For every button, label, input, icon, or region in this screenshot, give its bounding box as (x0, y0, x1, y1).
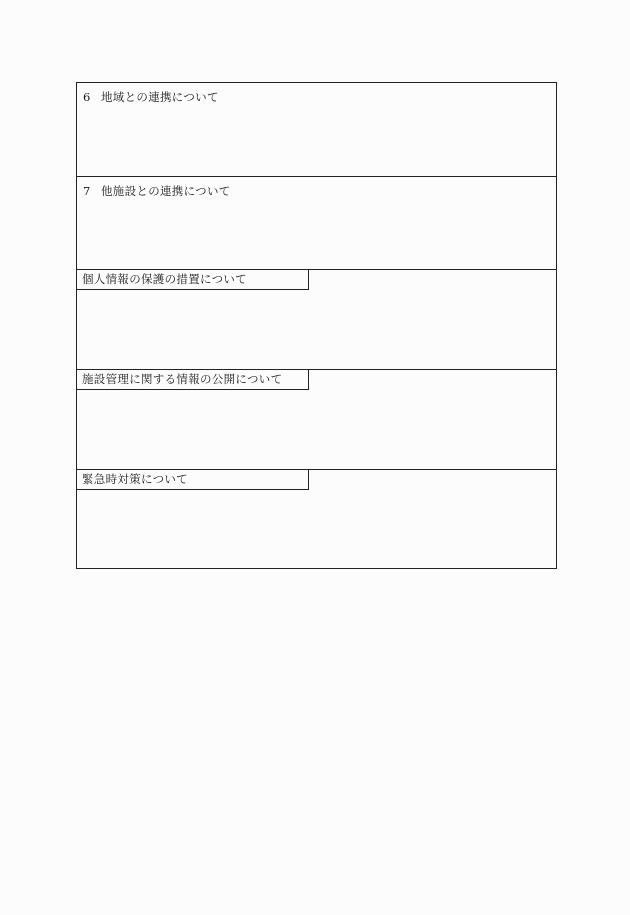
section-title: 施設管理に関する情報の公開について (77, 370, 309, 390)
section-title: 緊急時対策について (77, 470, 309, 490)
section-information-disclosure (77, 369, 556, 469)
section-heading (83, 89, 219, 105)
answer-area-facility[interactable] (77, 201, 556, 269)
section-number: 7 (83, 184, 91, 198)
section-regional-cooperation (77, 83, 556, 176)
section-emergency-measures (77, 469, 556, 568)
answer-area-regional[interactable] (77, 107, 556, 176)
form-table (76, 82, 557, 569)
section-number: 6 (83, 90, 91, 104)
answer-area-disclosure[interactable] (77, 390, 556, 469)
section-title: 個人情報の保護の措置について (77, 270, 309, 290)
answer-area-privacy[interactable] (77, 290, 556, 369)
section-privacy-protection (77, 269, 556, 369)
section-facility-cooperation (77, 176, 556, 269)
answer-area-emergency[interactable] (77, 490, 556, 568)
section-heading (83, 183, 231, 199)
section-title: 地域との連携について (101, 90, 219, 104)
section-title: 他施設との連携について (101, 184, 231, 198)
